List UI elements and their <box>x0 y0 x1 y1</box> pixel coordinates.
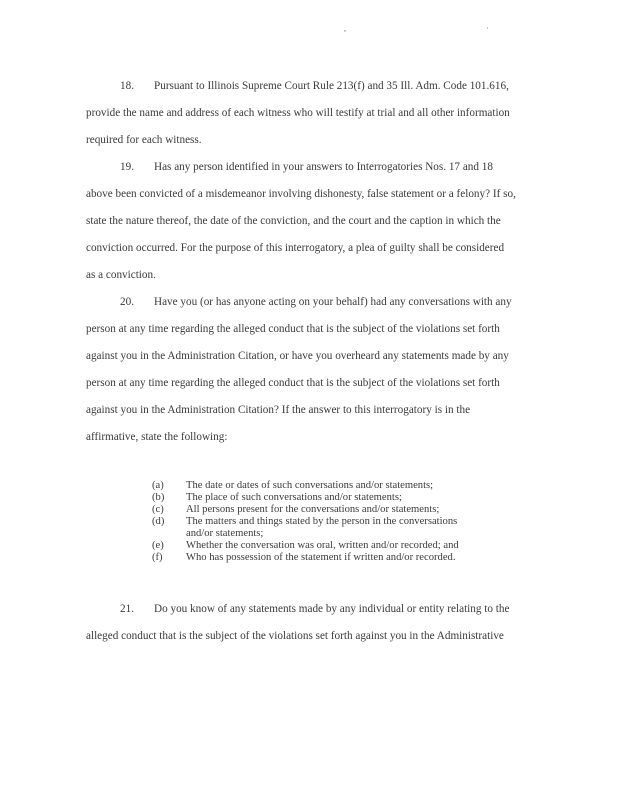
scan-mark: · <box>486 24 489 33</box>
list-item-text: The matters and things stated by the person in the conversations and/or statements; <box>186 516 458 539</box>
list-item-text: Whether the conversation was oral, written and/or recorded; and <box>186 540 459 551</box>
list-item <box>152 540 472 552</box>
list-item-text: The place of such conversations and/or statements; <box>186 492 402 503</box>
list-item-label: (a) <box>152 480 164 491</box>
paragraph-number: 21. <box>120 603 134 615</box>
paragraph-text: Do you know of any statements made by any individual or entity relating to the alleged conduct that is the subject of the violations set forth against you in the Administrative <box>86 603 510 642</box>
list-item <box>152 516 472 540</box>
paragraph-text: Pursuant to Illinois Supreme Court Rule 213(f) and 35 Ill. Adm. Code 101.616, provide the name and address of each witness who will testify at trial and all other information required for each witness. <box>86 80 510 146</box>
list-item-text: Who has possession of the statement if written and/or recorded. <box>186 552 456 563</box>
list-item-label: (b) <box>152 492 165 503</box>
list-item-label: (c) <box>152 504 164 515</box>
paragraph-number: 20. <box>120 296 134 308</box>
list-item-label: (e) <box>152 540 164 551</box>
paragraph-18 <box>86 73 516 154</box>
paragraph-number: 18. <box>120 80 134 92</box>
scan-mark: , <box>344 24 346 33</box>
list-item-label: (f) <box>152 552 163 563</box>
paragraph-number: 19. <box>120 161 134 173</box>
paragraph-19 <box>86 154 516 289</box>
list-item <box>152 492 472 504</box>
conversation-details-list <box>152 480 472 564</box>
paragraph-text: Has any person identified in your answers to Interrogatories Nos. 17 and 18 above been convicted of a misdemeanor involving dishonesty, false statement or a felony? If so, state the nature thereof, the date of the conviction, and the court and the caption in which the conviction occurred. For the purpose of this interrogatory, a plea of guilty shall be considered as a conviction. <box>86 161 516 281</box>
list-item <box>152 552 472 564</box>
list-item-text: All persons present for the conversations and/or statements; <box>186 504 440 515</box>
list-item-label: (d) <box>152 516 165 527</box>
paragraph-21 <box>86 596 516 650</box>
list-item <box>152 504 472 516</box>
list-item-text: The date or dates of such conversations and/or statements; <box>186 480 434 491</box>
list-item <box>152 480 472 492</box>
paragraph-20 <box>86 289 516 451</box>
paragraph-text: Have you (or has anyone acting on your behalf) had any conversations with any person at any time regarding the alleged conduct that is the subject of the violations set forth against you in the Administration Citation, or have you overheard any statements made by any person at any time regarding the alleged conduct that is the subject of the violations set forth against you in the Administration Citation? If the answer to this interrogatory is in the affirmative, state the following: <box>86 296 512 443</box>
